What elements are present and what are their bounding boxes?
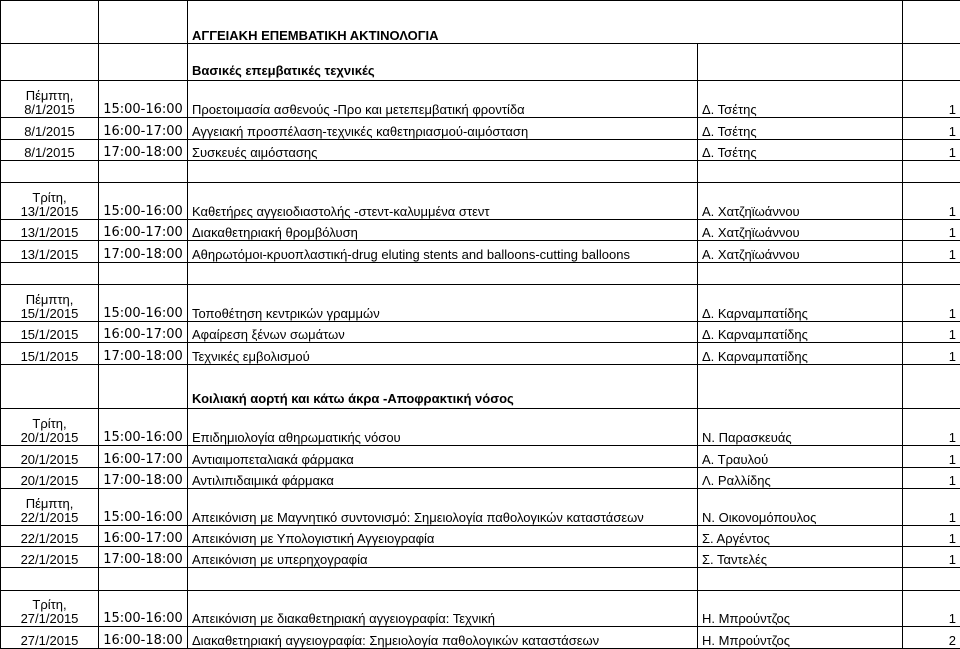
- cell[interactable]: [698, 262, 903, 284]
- schedule-row: [1, 446, 960, 467]
- cell[interactable]: [1, 364, 99, 409]
- date-cell[interactable]: [1, 81, 99, 118]
- date-cell[interactable]: [1, 285, 99, 322]
- topic-cell[interactable]: Αντιλιπιδαιμικά φάρμακα: [188, 467, 698, 488]
- topic-cell[interactable]: Αντιαιμοπεταλιακά φάρμακα: [188, 446, 698, 467]
- date-label: 22/1/2015: [20, 552, 79, 568]
- section-heading[interactable]: Βασικές επεμβατικές τεχνικές: [188, 43, 698, 81]
- hours-cell[interactable]: 1: [903, 467, 960, 488]
- date-label: 22/1/2015: [20, 509, 79, 525]
- schedule-row: [1, 627, 960, 649]
- lecturer-cell[interactable]: Σ. Αργέντος: [698, 525, 903, 546]
- lecturer-cell[interactable]: Δ. Τσέτης: [698, 81, 903, 118]
- topic-cell[interactable]: Προετοιμασία ασθενούς -Προ και μετεπεμβατική φροντίδα: [188, 81, 698, 118]
- date-label: 15/1/2015: [20, 305, 79, 321]
- date-label: 27/1/2015: [20, 633, 79, 648]
- cell[interactable]: [698, 160, 903, 182]
- cell[interactable]: [903, 43, 960, 81]
- date-cell[interactable]: [1, 409, 99, 446]
- schedule-row: [1, 590, 960, 627]
- cell[interactable]: [188, 262, 698, 284]
- topic-cell[interactable]: Απεικόνιση με υπερηχογραφία: [188, 546, 698, 567]
- date-cell[interactable]: [1, 627, 99, 649]
- lecturer-cell[interactable]: Δ. Καρναμπατίδης: [698, 285, 903, 322]
- time-cell[interactable]: 16:00-17:00: [99, 321, 188, 342]
- weekday-label: Τρίτη,: [32, 597, 67, 613]
- date-cell[interactable]: [1, 488, 99, 525]
- time-cell[interactable]: 17:00-18:00: [99, 546, 188, 567]
- cell[interactable]: [99, 43, 188, 81]
- hours-cell[interactable]: 1: [903, 285, 960, 322]
- weekday-label: Πέμπτη,: [25, 291, 74, 307]
- lecturer-cell[interactable]: Α. Χατζηϊωάννου: [698, 241, 903, 262]
- cell[interactable]: [1, 43, 99, 81]
- time-cell[interactable]: 15:00-16:00: [99, 183, 188, 220]
- date-cell[interactable]: [1, 546, 99, 567]
- date-cell[interactable]: [1, 220, 99, 241]
- cell[interactable]: [99, 568, 188, 590]
- topic-cell[interactable]: Διακαθετηριακή αγγειογραφία: Σημειολογία παθολογικών καταστάσεων: [188, 627, 698, 649]
- lecturer-cell[interactable]: Η. Μπρούντζος: [698, 590, 903, 627]
- time-cell[interactable]: 16:00-18:00: [99, 627, 188, 649]
- cell[interactable]: [1, 1, 99, 44]
- hours-cell[interactable]: 2: [903, 627, 960, 649]
- cell[interactable]: [1, 160, 99, 182]
- time-cell[interactable]: 17:00-18:00: [99, 343, 188, 364]
- date-label: 20/1/2015: [20, 451, 79, 467]
- date-cell[interactable]: [1, 525, 99, 546]
- schedule-row: [1, 409, 960, 446]
- cell[interactable]: [1, 568, 99, 590]
- time-cell[interactable]: 16:00-17:00: [99, 525, 188, 546]
- weekday-label: Τρίτη,: [32, 416, 67, 432]
- cell[interactable]: [99, 364, 188, 409]
- schedule-row: [1, 321, 960, 342]
- date-cell[interactable]: [1, 118, 99, 139]
- lecturer-cell[interactable]: Δ. Καρναμπατίδης: [698, 321, 903, 342]
- date-cell[interactable]: [1, 241, 99, 262]
- time-cell[interactable]: 15:00-16:00: [99, 488, 188, 525]
- date-cell[interactable]: [1, 343, 99, 364]
- cell[interactable]: [99, 262, 188, 284]
- cell[interactable]: [903, 568, 960, 590]
- hours-cell[interactable]: 1: [903, 446, 960, 467]
- cell[interactable]: [188, 568, 698, 590]
- spacer-row: [1, 568, 960, 590]
- lecturer-cell[interactable]: Δ. Καρναμπατίδης: [698, 343, 903, 364]
- section-heading[interactable]: Κοιλιακή αορτή και κάτω άκρα -Αποφρακτική νόσος: [188, 364, 698, 409]
- topic-cell[interactable]: Επιδημιολογία αθηρωματικής νόσου: [188, 409, 698, 446]
- lecturer-cell[interactable]: Σ. Ταντελές: [698, 546, 903, 567]
- date-label: 20/1/2015: [20, 472, 79, 488]
- hours-cell[interactable]: 1: [903, 321, 960, 342]
- schedule-row: [1, 467, 960, 488]
- topic-cell[interactable]: Συσκευές αιμόστασης: [188, 139, 698, 160]
- topic-cell[interactable]: Αθηρωτόμοι-κρυοπλαστική-drug eluting stents and balloons-cutting balloons: [188, 241, 698, 262]
- hours-cell[interactable]: 1: [903, 590, 960, 627]
- date-label: 15/1/2015: [20, 327, 79, 343]
- lecturer-cell[interactable]: Α. Τραυλού: [698, 446, 903, 467]
- page-title[interactable]: ΑΓΓΕΙΑΚΗ ΕΠΕΜΒΑΤΙΚΗ ΑΚΤΙΝΟΛΟΓΙΑ: [188, 1, 903, 44]
- spacer-row: [1, 262, 960, 284]
- cell[interactable]: [188, 160, 698, 182]
- time-cell[interactable]: 17:00-18:00: [99, 139, 188, 160]
- topic-cell[interactable]: Αγγειακή προσπέλαση-τεχνικές καθετηριασμού-αιμόσταση: [188, 118, 698, 139]
- date-cell[interactable]: [1, 321, 99, 342]
- date-label: 22/1/2015: [20, 530, 79, 546]
- date-cell[interactable]: [1, 467, 99, 488]
- schedule-body: [1, 1, 960, 649]
- time-cell[interactable]: 17:00-18:00: [99, 241, 188, 262]
- cell[interactable]: [903, 364, 960, 409]
- schedule-row: [1, 139, 960, 160]
- cell[interactable]: [698, 43, 903, 81]
- time-cell[interactable]: 16:00-17:00: [99, 220, 188, 241]
- date-label: 27/1/2015: [20, 611, 79, 627]
- date-cell[interactable]: [1, 139, 99, 160]
- hours-cell[interactable]: 1: [903, 183, 960, 220]
- hours-cell[interactable]: 1: [903, 81, 960, 118]
- lecturer-cell[interactable]: Α. Χατζηϊωάννου: [698, 220, 903, 241]
- weekday-label: Τρίτη,: [32, 190, 67, 205]
- spacer-row: [1, 160, 960, 182]
- date-label: 8/1/2015: [24, 123, 75, 139]
- topic-cell[interactable]: Διακαθετηριακή θρομβόλυση: [188, 220, 698, 241]
- cell[interactable]: [1, 262, 99, 284]
- time-cell[interactable]: 15:00-16:00: [99, 81, 188, 118]
- cell[interactable]: [99, 1, 188, 44]
- lecturer-cell[interactable]: Α. Χατζηϊωάννου: [698, 183, 903, 220]
- date-cell[interactable]: [1, 590, 99, 627]
- lecturer-cell[interactable]: Η. Μπρούντζος: [698, 627, 903, 649]
- schedule-row: [1, 81, 960, 118]
- date-cell[interactable]: [1, 446, 99, 467]
- date-label: 13/1/2015: [20, 246, 79, 262]
- schedule-row: [1, 183, 960, 220]
- hours-cell[interactable]: 1: [903, 488, 960, 525]
- time-cell[interactable]: 17:00-18:00: [99, 467, 188, 488]
- topic-cell[interactable]: Απεικόνιση με Υπολογιστική Αγγειογραφία: [188, 525, 698, 546]
- title-row: [1, 1, 960, 44]
- topic-cell[interactable]: Τεχνικές εμβολισμού: [188, 343, 698, 364]
- hours-cell[interactable]: 1: [903, 343, 960, 364]
- section-row: [1, 364, 960, 409]
- weekday-label: Πέμπτη,: [25, 495, 74, 511]
- topic-cell[interactable]: Καθετήρες αγγειοδιαστολής -στεντ-καλυμμένα στεντ: [188, 183, 698, 220]
- time-cell[interactable]: 15:00-16:00: [99, 590, 188, 627]
- time-cell[interactable]: 15:00-16:00: [99, 285, 188, 322]
- time-cell[interactable]: 16:00-17:00: [99, 446, 188, 467]
- date-cell[interactable]: [1, 183, 99, 220]
- cell[interactable]: [99, 160, 188, 182]
- cell[interactable]: [698, 364, 903, 409]
- topic-cell[interactable]: Τοποθέτηση κεντρικών γραμμών: [188, 285, 698, 322]
- cell[interactable]: [903, 262, 960, 284]
- date-label: 8/1/2015: [24, 102, 75, 118]
- cell[interactable]: [698, 568, 903, 590]
- hours-cell[interactable]: 1: [903, 118, 960, 139]
- topic-cell[interactable]: Απεικόνιση με διακαθετηριακή αγγειογραφία: Τεχνική: [188, 590, 698, 627]
- topic-cell[interactable]: Αφαίρεση ξένων σωμάτων: [188, 321, 698, 342]
- date-label: 15/1/2015: [20, 348, 79, 364]
- schedule-row: [1, 343, 960, 364]
- weekday-label: Πέμπτη,: [25, 88, 74, 104]
- section-row: [1, 43, 960, 81]
- schedule-row: [1, 546, 960, 567]
- lecturer-cell[interactable]: Ν. Παρασκευάς: [698, 409, 903, 446]
- date-label: 13/1/2015: [20, 204, 79, 219]
- time-cell[interactable]: 15:00-16:00: [99, 409, 188, 446]
- hours-cell[interactable]: 1: [903, 241, 960, 262]
- time-cell[interactable]: 16:00-17:00: [99, 118, 188, 139]
- hours-cell[interactable]: 1: [903, 409, 960, 446]
- date-label: 20/1/2015: [20, 430, 79, 446]
- lecturer-cell[interactable]: Ν. Οικονομόπουλος: [698, 488, 903, 525]
- schedule-row: [1, 220, 960, 241]
- schedule-row: [1, 285, 960, 322]
- hours-cell[interactable]: 1: [903, 525, 960, 546]
- cell[interactable]: [903, 1, 960, 44]
- cell[interactable]: [903, 160, 960, 182]
- lecturer-cell[interactable]: Δ. Τσέτης: [698, 118, 903, 139]
- schedule-row: [1, 241, 960, 262]
- schedule-row: [1, 118, 960, 139]
- topic-cell[interactable]: Απεικόνιση με Μαγνητικό συντονισμό: Σημειολογία παθολογικών καταστάσεων: [188, 488, 698, 525]
- schedule-row: [1, 488, 960, 525]
- lecturer-cell[interactable]: Δ. Τσέτης: [698, 139, 903, 160]
- hours-cell[interactable]: 1: [903, 546, 960, 567]
- schedule-row: [1, 525, 960, 546]
- date-label: 8/1/2015: [24, 144, 75, 160]
- hours-cell[interactable]: 1: [903, 139, 960, 160]
- hours-cell[interactable]: 1: [903, 220, 960, 241]
- date-label: 13/1/2015: [20, 225, 79, 241]
- lecturer-cell[interactable]: Λ. Ραλλίδης: [698, 467, 903, 488]
